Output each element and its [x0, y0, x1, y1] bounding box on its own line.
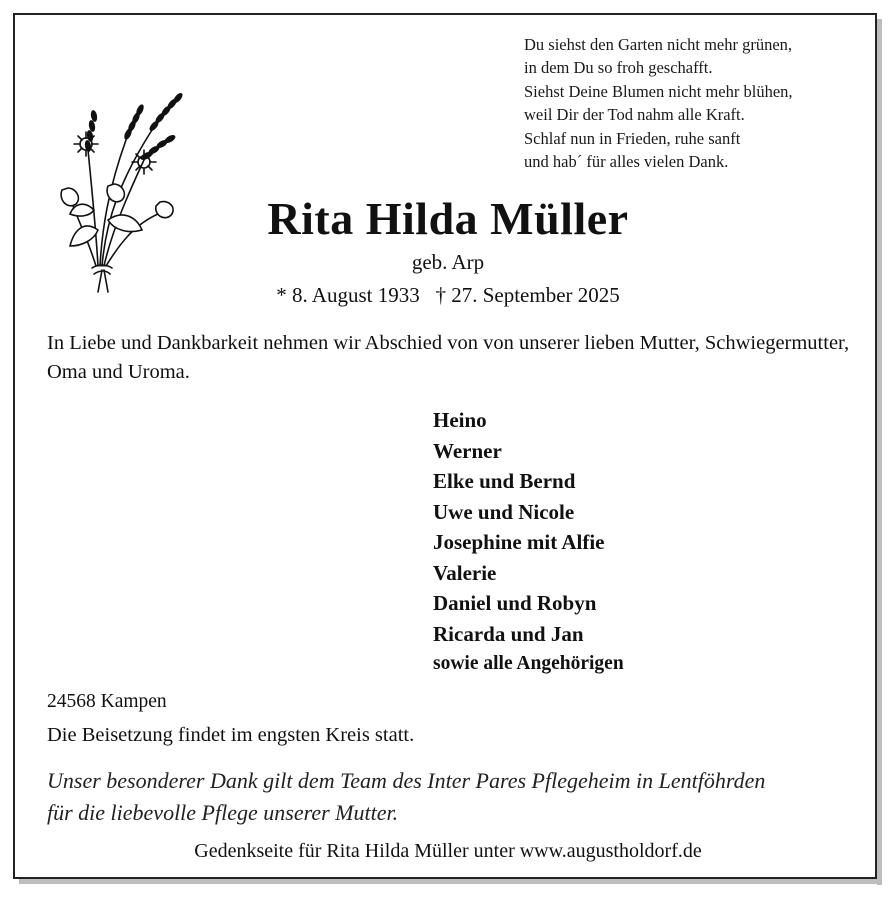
mourner-name: Werner [433, 438, 502, 463]
mourner-name: Heino [433, 408, 487, 432]
thanks-line: für die liebevolle Pflege unserer Mutter. [47, 800, 399, 825]
mourners-list [433, 405, 624, 680]
burial-note: Die Beisetzung findet im engsten Kreis statt. [47, 724, 415, 746]
thanks-note [47, 765, 877, 829]
place: 24568 Kampen [47, 691, 167, 712]
frame-shadow-right [877, 19, 882, 885]
poem-line: weil Dir der Tod nahm alle Kraft. [524, 105, 745, 125]
mourners-closing: sowie alle Angehörigen [433, 653, 624, 674]
intro-text: In Liebe und Dankbarkeit nehmen wir Abschied von von unserer lieben Mutter, Schwiegermutter, Oma und Uroma. [47, 332, 850, 383]
poem-line: Siehst Deine Blumen nicht mehr blühen, [524, 81, 793, 101]
thanks-line: Unser besonderer Dank gilt dem Team des Inter Pares Pflegeheim in Lentföhrden [47, 768, 766, 793]
mourner-name: Ricarda und Jan [433, 621, 584, 646]
mourner-name: Valerie [433, 560, 497, 585]
mourner-name: Uwe und Nicole [433, 499, 575, 524]
maiden-name: geb. Arp [411, 250, 485, 274]
poem-line: Schlaf nun in Frieden, ruhe sanft [524, 128, 741, 148]
frame-shadow-bottom [19, 879, 882, 884]
poem-line: und hab´ für alles vielen Dank. [524, 152, 729, 172]
memorial-page-note: Gedenkseite für Rita Hilda Müller unter www.augustholdorf.de [194, 840, 702, 862]
mourner-name: Elke und Bernd [433, 469, 576, 493]
poem [524, 33, 793, 173]
poem-line: in dem Du so froh geschafft. [524, 58, 713, 78]
mourner-name: Josephine mit Alfie [433, 530, 605, 554]
poem-line: Du siehst den Garten nicht mehr grünen, [524, 35, 793, 54]
mourner-name: Daniel und Robyn [433, 591, 597, 615]
life-dates: * 8. August 1933 † 27. September 2025 [276, 283, 620, 307]
deceased-name: Rita Hilda Müller [267, 193, 629, 244]
